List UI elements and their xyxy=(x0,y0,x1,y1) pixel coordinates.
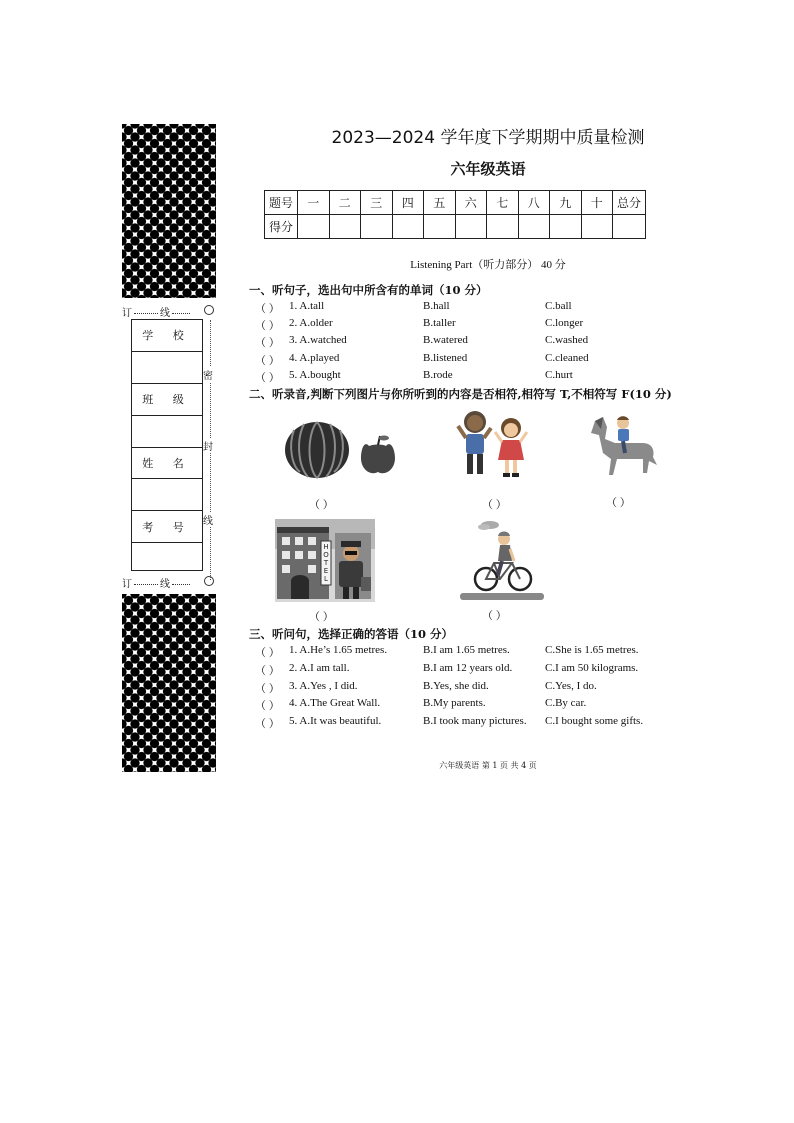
option-b: B.My parents. xyxy=(423,697,486,709)
score-input-cell[interactable] xyxy=(424,215,456,239)
option-b: B.Yes, she did. xyxy=(423,680,489,692)
score-input-cell[interactable] xyxy=(329,215,361,239)
binding-char: 订 xyxy=(122,579,132,590)
hotel-sign-letter: L xyxy=(324,575,328,583)
score-cell: 四 xyxy=(392,191,424,215)
score-input-cell[interactable] xyxy=(361,215,393,239)
option-c: C.cleaned xyxy=(545,352,589,364)
picture5-answer-blank[interactable]: （ ） xyxy=(482,610,507,622)
score-input-cell[interactable] xyxy=(613,215,646,239)
binding-ring-bottom xyxy=(204,576,214,586)
score-table-header-row xyxy=(265,191,646,215)
option-a: 1. A.tall xyxy=(289,300,325,312)
option-a: 1. A.He’s 1.65 metres. xyxy=(289,644,388,656)
boy-riding-horse-picture xyxy=(585,413,660,483)
section3-question xyxy=(255,697,675,714)
score-input-cell[interactable] xyxy=(581,215,613,239)
info-name-field[interactable] xyxy=(132,479,202,511)
score-cell: 三 xyxy=(361,191,393,215)
score-cell: 九 xyxy=(550,191,582,215)
exam-subtitle: 六年级英语 xyxy=(450,160,526,178)
watermelon-apple-picture xyxy=(280,418,405,480)
option-c: C.ball xyxy=(545,300,572,312)
binding-char: 订 xyxy=(122,308,132,319)
seal-char-xian: 线 xyxy=(203,512,213,527)
option-a: 2. A.older xyxy=(289,317,333,329)
section1-question xyxy=(255,334,675,351)
section3-heading: 三、听问句，选择正确的答语（10 分） xyxy=(249,627,454,641)
picture3-answer-blank[interactable]: （ ） xyxy=(606,497,631,509)
score-cell: 七 xyxy=(487,191,519,215)
score-input-cell[interactable] xyxy=(392,215,424,239)
info-school-field[interactable] xyxy=(132,352,202,384)
binding-line-top xyxy=(122,304,192,319)
answer-blank[interactable]: （ ） xyxy=(255,320,280,332)
section3-question xyxy=(255,680,675,697)
answer-blank[interactable]: （ ） xyxy=(255,337,280,349)
score-input-cell[interactable] xyxy=(550,215,582,239)
option-c: C.She is 1.65 metres. xyxy=(545,644,639,656)
decorative-dot-pattern-top xyxy=(122,124,216,298)
section1-heading: 一、听句子，选出句中所含有的单词（10 分） xyxy=(249,283,488,297)
info-number-label: 考 号 xyxy=(132,511,202,543)
option-c: C.I am 50 kilograms. xyxy=(545,662,639,674)
info-school-label: 学 校 xyxy=(132,320,202,352)
option-a: 4. A.played xyxy=(289,352,340,364)
exam-title: 2023—2024 学年度下学期期中质量检测 xyxy=(331,128,645,148)
option-b: B.taller xyxy=(423,317,456,329)
score-input-cell[interactable] xyxy=(455,215,487,239)
section1-question xyxy=(255,369,675,386)
option-a: 5. A.bought xyxy=(289,369,341,381)
score-table-score-row xyxy=(265,215,646,239)
hotel-sign-letter: H xyxy=(323,543,329,551)
section3-question xyxy=(255,644,675,661)
student-info-box xyxy=(131,319,203,571)
answer-blank[interactable]: （ ） xyxy=(255,372,280,384)
score-input-cell[interactable] xyxy=(518,215,550,239)
score-cell: 十 xyxy=(581,191,613,215)
info-class-label: 班 级 xyxy=(132,384,202,416)
picture2-answer-blank[interactable]: （ ） xyxy=(482,499,507,511)
answer-blank[interactable]: （ ） xyxy=(255,647,280,659)
option-c: C.hurt xyxy=(545,369,573,381)
option-c: C.I bought some gifts. xyxy=(545,715,644,727)
score-cell: 六 xyxy=(455,191,487,215)
score-cell: 一 xyxy=(298,191,330,215)
boy-riding-bicycle-picture xyxy=(458,517,546,603)
score-cell: 总分 xyxy=(613,191,646,215)
option-b: B.I took many pictures. xyxy=(423,715,527,727)
answer-blank[interactable]: （ ） xyxy=(255,355,280,367)
binding-char: 线 xyxy=(160,579,170,590)
answer-blank[interactable]: （ ） xyxy=(255,665,280,677)
section1-question xyxy=(255,300,675,317)
info-name-label: 姓 名 xyxy=(132,448,202,480)
option-b: B.hall xyxy=(423,300,450,312)
option-c: C.longer xyxy=(545,317,584,329)
score-row-label: 得分 xyxy=(265,215,298,239)
hotel-sign-letter: O xyxy=(323,551,329,559)
picture1-answer-blank[interactable]: （ ） xyxy=(309,499,334,511)
info-class-field[interactable] xyxy=(132,416,202,448)
option-b: B.I am 1.65 metres. xyxy=(423,644,510,656)
binding-char: 线 xyxy=(160,308,170,319)
hotel-sign-letter: E xyxy=(323,567,329,575)
seal-char-mi: 密 xyxy=(203,367,213,382)
option-a: 3. A.watched xyxy=(289,334,347,346)
option-a: 2. A.I am tall. xyxy=(289,662,350,674)
answer-blank[interactable]: （ ） xyxy=(255,303,280,315)
option-a: 5. A.It was beautiful. xyxy=(289,715,382,727)
option-c: C.By car. xyxy=(545,697,587,709)
score-input-cell[interactable] xyxy=(487,215,519,239)
answer-blank[interactable]: （ ） xyxy=(255,718,280,730)
section2-heading: 二、听录音,判断下列图片与你所听到的内容是否相符,相符写 T,不相符写 F(10 分) xyxy=(249,387,672,401)
option-c: C.Yes, I do. xyxy=(545,680,597,692)
info-number-field[interactable] xyxy=(132,543,202,574)
picture4-answer-blank[interactable]: （ ） xyxy=(309,611,334,623)
answer-blank[interactable]: （ ） xyxy=(255,700,280,712)
listening-part-title: Listening Part（听力部分） 40 分 xyxy=(410,259,566,271)
hotel-sign-letter: T xyxy=(323,559,329,567)
score-cell: 二 xyxy=(329,191,361,215)
section3-question xyxy=(255,715,675,732)
seal-char-feng: 封 xyxy=(203,438,213,453)
page-footer: 六年级英语 第 1 页 共 4 页 xyxy=(439,761,537,770)
option-b: B.watered xyxy=(423,334,468,346)
option-b: B.listened xyxy=(423,352,468,364)
two-children-picture xyxy=(455,408,533,483)
decorative-dot-pattern-bottom xyxy=(122,594,216,772)
answer-blank[interactable]: （ ） xyxy=(255,683,280,695)
score-cell: 八 xyxy=(518,191,550,215)
binding-line-bottom xyxy=(122,575,192,590)
binding-ring-top xyxy=(204,305,214,315)
section1-question xyxy=(255,317,675,334)
hotel-street-picture xyxy=(275,519,375,602)
option-a: 3. A.Yes , I did. xyxy=(289,680,358,692)
option-b: B.I am 12 years old. xyxy=(423,662,513,674)
score-cell: 五 xyxy=(424,191,456,215)
section3-question xyxy=(255,662,675,679)
option-a: 4. A.The Great Wall. xyxy=(289,697,381,709)
score-table xyxy=(264,190,646,239)
score-input-cell[interactable] xyxy=(298,215,330,239)
section1-question xyxy=(255,352,675,369)
score-cell: 题号 xyxy=(265,191,298,215)
option-b: B.rode xyxy=(423,369,453,381)
option-c: C.washed xyxy=(545,334,589,346)
